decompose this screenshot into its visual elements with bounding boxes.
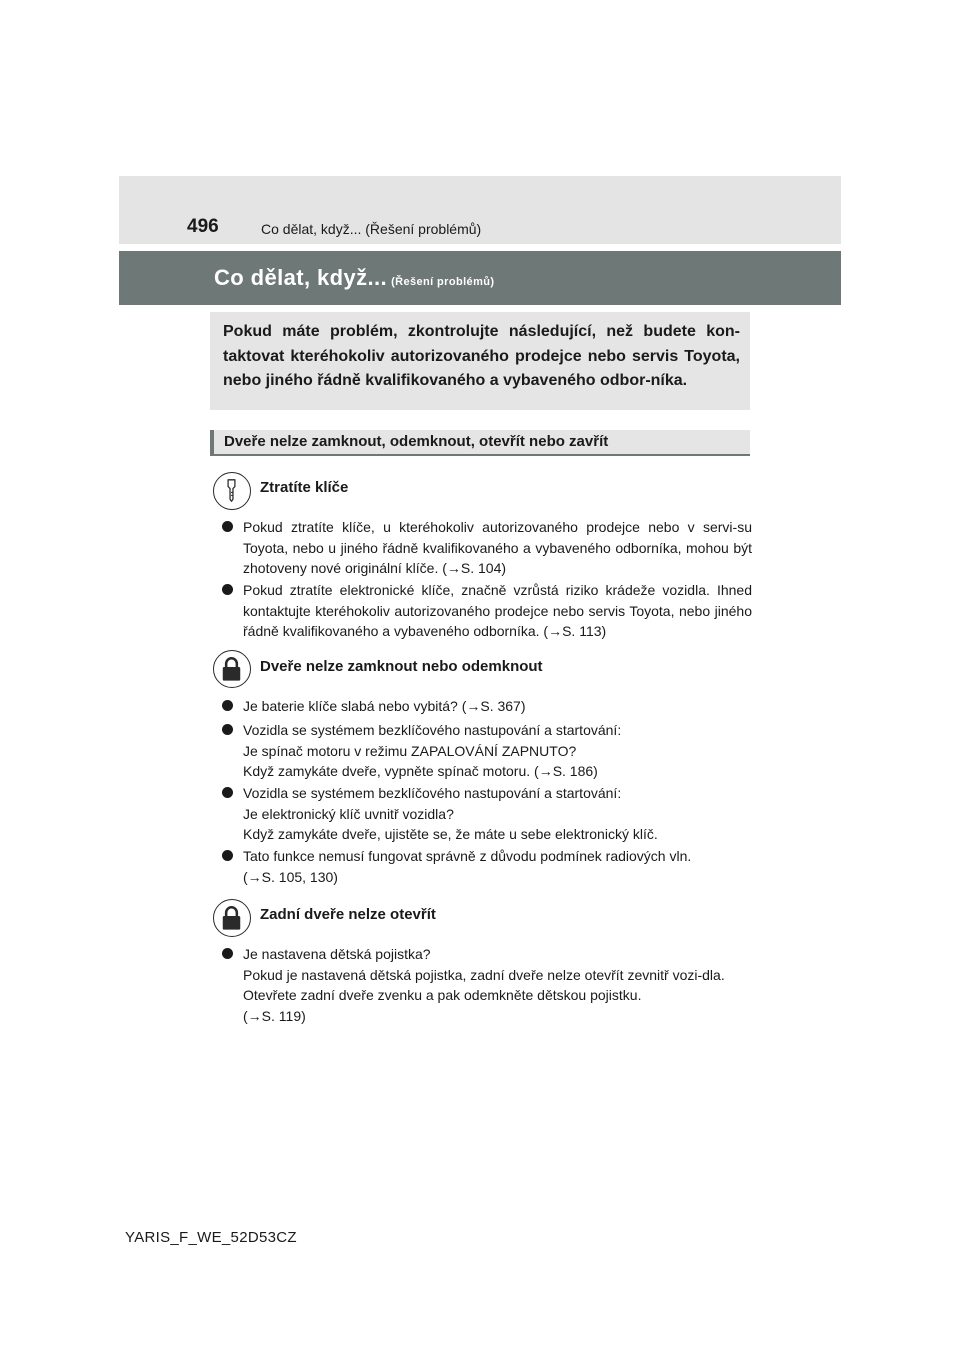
list-item: [222, 696, 752, 717]
bullet-icon: [222, 584, 233, 595]
list-item-text: Pokud ztratíte elektronické klíče, značně vzrůstá riziko krádeže vozidla. Ihned kontaktujte kteréhokoliv autorizovaného prodejce nebo servis Toyota, nebo jiného řádně kvalifikovaného a vybaveného odborníka. (→S. 113): [243, 582, 752, 639]
bullet-icon: [222, 521, 233, 532]
page-title-main: Co dělat, když...: [214, 265, 388, 290]
intro-text: Pokud máte problém, zkontrolujte následující, než budete kon-taktovat kteréhokoliv autorizovaného prodejce nebo servis Toyota, nebo jiného řádně kvalifikovaného a vybaveného odbor-níka.: [223, 323, 740, 389]
list-item-text: Vozidla se systémem bezklíčového nastupování a startování: Je spínač motoru v režimu ZAPALOVÁNÍ ZAPNUTO? Když zamykáte dveře, vypněte spínač motoru. (→S. 186): [243, 722, 622, 779]
list-item: [222, 846, 752, 887]
list-item: [222, 580, 752, 642]
running-head: Co dělat, když... (Řešení problémů): [261, 221, 482, 237]
subsection-heading-lost-keys: Ztratíte klíče: [260, 479, 349, 496]
list-item-text: Pokud ztratíte klíče, u kteréhokoliv autorizovaného prodejce nebo v servi-su Toyota, nebo u jiného řádně kvalifikovaného a vybaveného odborníka, mohou být zhotoveny nové originální klíče. (→S. 104): [243, 519, 752, 576]
key-icon: [213, 472, 251, 510]
list-item-text: Tato funkce nemusí fungovat správně z důvodu podmínek radiových vln. (→S. 105, 130): [243, 848, 692, 885]
bullet-icon: [222, 850, 233, 861]
page-title: [214, 265, 494, 291]
list-item-text: Je baterie klíče slabá nebo vybitá? (→S. 367): [243, 698, 526, 714]
bullet-icon: [222, 700, 233, 711]
list-item-text: Vozidla se systémem bezklíčového nastupování a startování: Je elektronický klíč uvnitř vozidla? Když zamykáte dveře, ujistěte se, že máte u sebe elektronický klíč.: [243, 785, 658, 842]
document-code: YARIS_F_WE_52D53CZ: [125, 1229, 297, 1246]
page-number: 496: [187, 216, 219, 237]
bullet-icon: [222, 724, 233, 735]
subsection-heading-lock-unlock: Dveře nelze zamknout nebo odemknout: [260, 658, 543, 675]
intro-box: [210, 312, 750, 410]
padlock-icon: [213, 650, 251, 688]
section-heading: Dveře nelze zamknout, odemknout, otevřít nebo zavřít: [210, 430, 750, 456]
list-item: [222, 517, 752, 579]
bullet-icon: [222, 787, 233, 798]
bullet-icon: [222, 948, 233, 959]
list-item: [222, 720, 752, 782]
list-item: [222, 783, 752, 845]
padlock-icon: [213, 899, 251, 937]
list-item: [222, 944, 752, 1026]
subsection-heading-rear-door: Zadní dveře nelze otevřít: [260, 906, 436, 923]
list-item-text: Je nastavena dětská pojistka? Pokud je nastavená dětská pojistka, zadní dveře nelze otevřít zevnitř vozi-dla. Otevřete zadní dveře zvenku a pak odemkněte dětskou pojistku. (→S. 119): [243, 946, 725, 1024]
page-title-sub: (Řešení problémů): [391, 276, 495, 288]
